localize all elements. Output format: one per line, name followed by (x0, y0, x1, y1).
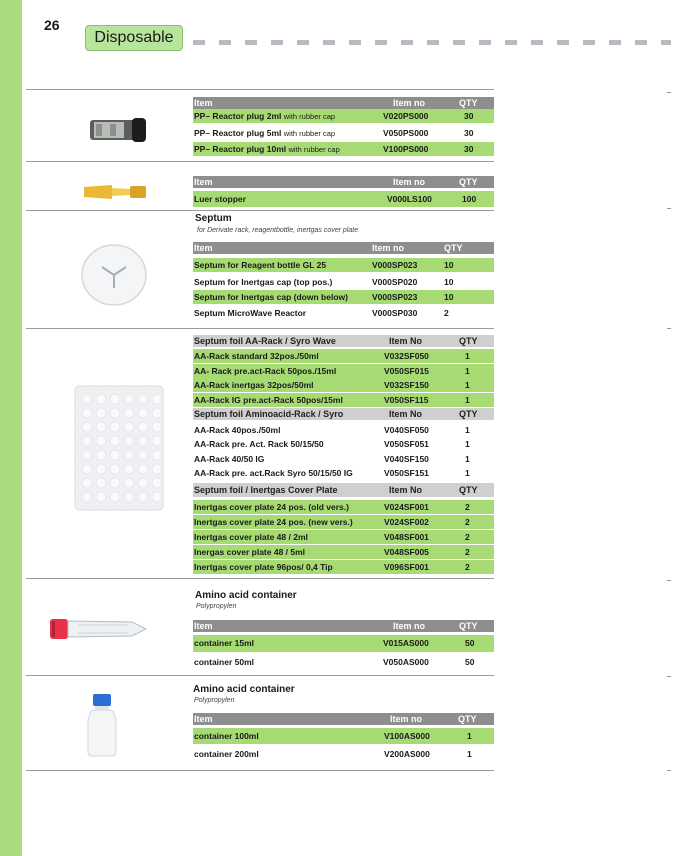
row-item: Inergas cover plate 48 / 5ml (194, 547, 306, 557)
col-item-header: Septum foil AA-Rack / Syro Wave (194, 336, 336, 346)
row-itemno: V000SP023 (372, 292, 418, 302)
table-row (193, 560, 494, 574)
row-qty: 1 (467, 731, 472, 741)
table-row (193, 275, 494, 289)
row-itemno: V050SF051 (384, 439, 429, 449)
row-itemno: V000LS100 (387, 194, 432, 204)
row-item: AA-Rack 40/50 IG (194, 454, 265, 464)
row-qty: 100 (462, 194, 477, 204)
row-itemno: V015AS000 (383, 638, 429, 648)
row-item: AA-Rack IG pre.act-Rack 50pos/15ml (194, 395, 343, 405)
row-qty: 1 (465, 468, 470, 478)
col-item-header: Item (194, 177, 213, 187)
col-qty-header: QTY (459, 336, 478, 346)
row-item: PP– Reactor plug 10ml (194, 144, 287, 154)
row-item: AA-Rack pre. act.Rack Syro 50/15/50 IG (194, 468, 353, 478)
product-title: Amino acid container (193, 684, 295, 695)
col-item-header: Item (194, 621, 213, 631)
left-margin-bar (0, 0, 22, 856)
row-itemno: V050SF015 (384, 366, 429, 376)
row-item: AA-Rack 40pos./50ml (194, 425, 281, 435)
category-tab: Disposable (85, 25, 183, 51)
table-row (193, 545, 494, 559)
margin-tick (667, 676, 671, 677)
margin-tick (667, 770, 671, 771)
section-divider (26, 578, 494, 579)
col-itemno-header: Item No (389, 336, 423, 346)
row-qty: 1 (465, 395, 470, 405)
row-item: Septum for Reagent bottle GL 25 (194, 260, 327, 270)
row-itemno: V040SF150 (384, 454, 429, 464)
product-subtitle: Polypropylen (196, 603, 237, 610)
row-qty: 1 (465, 425, 470, 435)
container-bottle-image (82, 692, 122, 758)
section-divider (26, 328, 494, 329)
table-header (193, 176, 494, 188)
row-item: container 200ml (194, 749, 259, 759)
table-header (193, 620, 494, 632)
row-qty: 2 (465, 502, 470, 512)
table-row (193, 655, 494, 669)
table-row (193, 109, 494, 123)
row-itemno: V096SF001 (384, 562, 429, 572)
table-row (193, 393, 494, 407)
table-row (193, 258, 494, 272)
col-qty-header: QTY (459, 98, 478, 108)
row-item: Inertgas cover plate 48 / 2ml (194, 532, 308, 542)
section-divider (26, 89, 494, 90)
row-item: container 15ml (194, 638, 254, 648)
row-qty: 2 (465, 532, 470, 542)
table-row (193, 306, 494, 320)
row-itemno: V000SP030 (372, 308, 418, 318)
row-qty: 2 (444, 308, 449, 318)
group-header (193, 408, 494, 420)
col-itemno-header: Item No (389, 409, 423, 419)
group-header (193, 335, 494, 347)
table-header (193, 713, 494, 725)
row-itemno: V032SF050 (384, 351, 429, 361)
row-item: Inertgas cover plate 24 pos. (new vers.) (194, 517, 353, 527)
row-item: AA-Rack standard 32pos./50ml (194, 351, 319, 361)
table-row (193, 635, 494, 652)
row-itemno: V020PS000 (383, 111, 429, 121)
section-divider (26, 210, 494, 211)
table-row (193, 466, 494, 480)
col-item-header: Item (194, 98, 213, 108)
dashed-header-line (193, 40, 671, 45)
page-number: 26 (44, 17, 60, 33)
row-item-suffix: with rubber cap (288, 145, 340, 154)
row-qty: 2 (465, 562, 470, 572)
col-itemno-header: Item no (390, 714, 423, 724)
row-qty: 1 (465, 454, 470, 464)
table-header (193, 97, 494, 109)
table-row (193, 378, 494, 392)
row-itemno: V048SF001 (384, 532, 429, 542)
section-divider (26, 161, 494, 162)
row-qty: 1 (465, 380, 470, 390)
col-item-header: Item (194, 243, 213, 253)
col-item-header: Septum foil / Inertgas Cover Plate (194, 485, 338, 495)
row-item: container 100ml (194, 731, 259, 741)
col-qty-header: QTY (444, 243, 463, 253)
product-title: Amino acid container (195, 590, 297, 601)
table-header (193, 242, 494, 254)
row-itemno: V050SF151 (384, 468, 429, 478)
col-qty-header: QTY (459, 485, 478, 495)
table-row (193, 437, 494, 451)
septum-foil-image (74, 385, 164, 511)
container-tube-image (48, 615, 150, 643)
row-item: Luer stopper (194, 194, 246, 204)
row-itemno: V000SP020 (372, 277, 418, 287)
margin-tick (667, 208, 671, 209)
col-itemno-header: Item No (389, 485, 423, 495)
row-itemno: V050PS000 (383, 128, 429, 138)
table-row (193, 530, 494, 544)
row-itemno: V024SF002 (384, 517, 429, 527)
row-qty: 1 (467, 749, 472, 759)
row-itemno: V100PS000 (383, 144, 429, 154)
row-qty: 1 (465, 439, 470, 449)
table-row (193, 349, 494, 363)
row-qty: 1 (465, 366, 470, 376)
row-itemno: V040SF050 (384, 425, 429, 435)
row-itemno: V100AS000 (384, 731, 430, 741)
table-row (193, 191, 494, 207)
table-row (193, 452, 494, 466)
product-subtitle: Polypropylen (194, 697, 235, 704)
row-itemno: V048SF005 (384, 547, 429, 557)
row-qty: 2 (465, 547, 470, 557)
reactor-plug-image (88, 114, 150, 146)
col-itemno-header: Item no (393, 621, 426, 631)
row-item-suffix: with rubber cap (283, 112, 336, 121)
col-item-header: Septum foil Aminoacid-Rack / Syro (194, 409, 344, 419)
col-itemno-header: Item no (393, 98, 426, 108)
table-row (193, 500, 494, 514)
col-qty-header: QTY (459, 409, 478, 419)
row-itemno: V050SF115 (384, 395, 429, 405)
section-divider (26, 770, 494, 771)
row-itemno: V050AS000 (383, 657, 429, 667)
col-itemno-header: Item no (393, 177, 426, 187)
product-title: Septum (195, 213, 232, 224)
row-item: Inertgas cover plate 96pos/ 0,4 Tip (194, 562, 333, 572)
row-itemno: V000SP023 (372, 260, 418, 270)
table-row (193, 423, 494, 437)
table-row (193, 728, 494, 744)
luer-stopper-image (82, 182, 150, 202)
margin-tick (667, 92, 671, 93)
row-qty: 2 (465, 517, 470, 527)
row-item: Septum MicroWave Reactor (194, 308, 307, 318)
row-qty: 50 (465, 638, 475, 648)
row-itemno: V024SF001 (384, 502, 429, 512)
table-row (193, 515, 494, 529)
row-itemno: V200AS000 (384, 749, 430, 759)
margin-tick (667, 580, 671, 581)
row-qty: 10 (444, 292, 454, 302)
col-qty-header: QTY (459, 621, 478, 631)
row-itemno: V032SF150 (384, 380, 429, 390)
row-qty: 30 (464, 111, 474, 121)
col-qty-header: QTY (459, 177, 478, 187)
row-item-suffix: with rubber cap (283, 129, 336, 138)
row-item: AA-Rack pre. Act. Rack 50/15/50 (194, 439, 324, 449)
table-row (193, 747, 494, 761)
table-row (193, 290, 494, 304)
col-qty-header: QTY (458, 714, 477, 724)
septum-image (80, 243, 148, 307)
col-item-header: Item (194, 714, 213, 724)
table-row (193, 142, 494, 156)
row-item: AA- Rack pre.act-Rack 50pos./15ml (194, 366, 337, 376)
margin-tick (667, 328, 671, 329)
row-item: Septum for Inertgas cap (top pos.) (194, 277, 333, 287)
table-row (193, 126, 494, 140)
row-item: container 50ml (194, 657, 254, 667)
col-itemno-header: Item no (372, 243, 405, 253)
row-qty: 10 (444, 260, 454, 270)
row-item: AA-Rack inertgas 32pos/50ml (194, 380, 314, 390)
group-header (193, 483, 494, 497)
product-subtitle: for Derivate rack, reagentbottle, inertgas cover plate (197, 227, 359, 234)
row-qty: 1 (465, 351, 470, 361)
row-item: PP– Reactor plug 2ml (194, 111, 282, 121)
row-qty: 50 (465, 657, 475, 667)
row-item: PP– Reactor plug 5ml (194, 128, 282, 138)
table-row (193, 364, 494, 378)
row-qty: 30 (464, 144, 474, 154)
row-item: Inertgas cover plate 24 pos. (old vers.) (194, 502, 349, 512)
section-divider (26, 675, 494, 676)
row-item: Septum for Inertgas cap (down below) (194, 292, 348, 302)
row-qty: 10 (444, 277, 454, 287)
row-qty: 30 (464, 128, 474, 138)
